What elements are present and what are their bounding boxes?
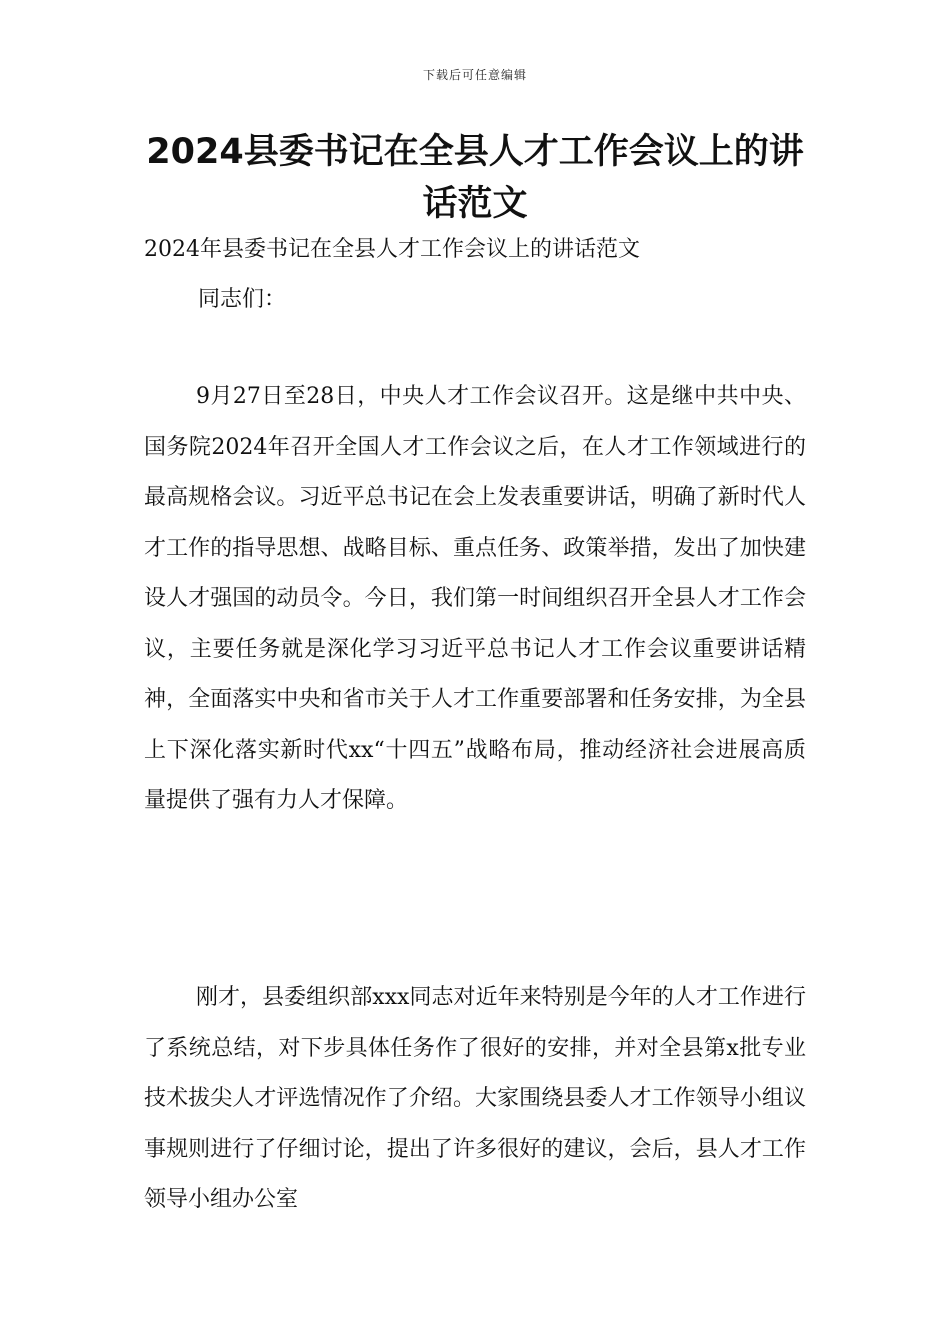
- body-paragraph-2: 刚才，县委组织部xxx同志对近年来特别是今年的人才工作进行了系统总结，对下步具体任务作了很好的安排，并对全县第x批专业技术拔尖人才评选情况作了介绍。大家围绕县委人才工作领导小组议事规则进行了仔细讨论，提出了许多很好的建议，会后，县人才工作领导小组办公室: [144, 985, 806, 1212]
- document-subtitle: 2024年县委书记在全县人才工作会议上的讲话范文: [144, 237, 640, 262]
- header-note: 下载后可任意编辑: [422, 68, 527, 82]
- body-paragraph-1: 9月27日至28日，中央人才工作会议召开。这是继中共中央、国务院2024年召开全国人才工作会议之后，在人才工作领域进行的最高规格会议。习近平总书记在会上发表重要讲话，明确了新时代人才工作的指导思想、战略目标、重点任务、政策举措，发出了加快建设人才强国的动员令。今日，我们第一时间组织召开全县人才工作会议，主要任务就是深化学习习近平总书记人才工作会议重要讲话精神，全面落实中央和省市关于人才工作重要部署和任务安排，为全县上下深化落实新时代xx“十四五”战略布局，推动经济社会进展高质量提供了强有力人才保障。: [144, 384, 806, 813]
- greeting: 同志们：: [198, 287, 287, 312]
- document-title: 2024县委书记在全县人才工作会议上的讲话范文: [146, 132, 804, 224]
